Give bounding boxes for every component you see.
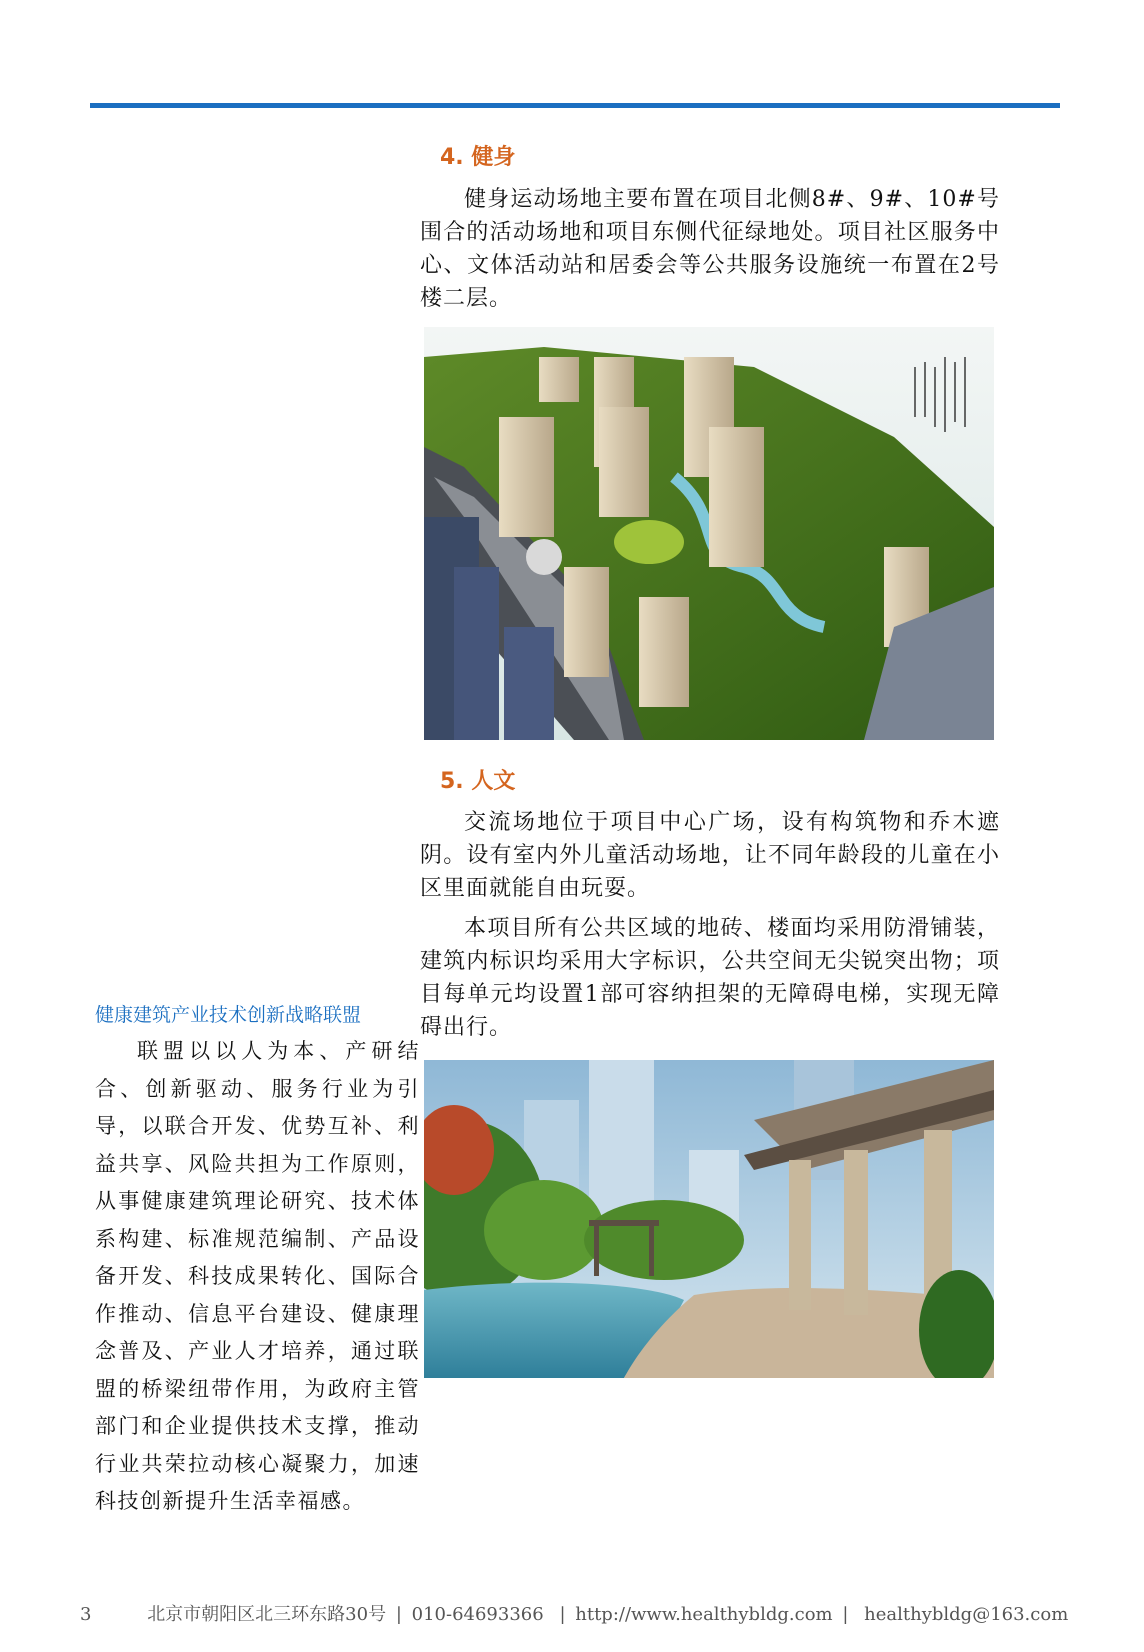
- section-4-heading: 4. 健身: [440, 145, 516, 170]
- section-5-paragraph-2: 本项目所有公共区域的地砖、楼面均采用防滑铺装，建筑内标识均采用大字标识，公共空间无尖锐突出物；项目每单元均设置1部可容纳担架的无障碍电梯，实现无障碍出行。: [420, 916, 1000, 1040]
- footer-address: 北京市朝阳区北三环东路30号: [147, 1604, 387, 1625]
- aerial-rendering-photo: [424, 327, 994, 740]
- sidebar-text: 联盟以以人为本、产研结合、创新驱动、服务行业为引导，以联合开发、优势互补、利益共享、风险共担为工作原则，从事健康建筑理论研究、技术体系构建、标准规范编制、产品设备开发、科技成果转化、国际合作推动、信息平台建设、健康理念普及、产业人才培养，通过联盟的桥梁纽带作用，为政府主管部门和企业提供技术支撑，推动行业共荣拉动核心凝聚力，加速科技创新提升生活幸福感。: [95, 1039, 420, 1513]
- section-5-heading: 5. 人文: [440, 769, 516, 794]
- section-4-paragraph: 健身运动场地主要布置在项目北侧8#、9#、10#号围合的活动场地和项目东侧代征绿地处。项目社区服务中心、文体活动站和居委会等公共服务设施统一布置在2号楼二层。: [420, 187, 1000, 311]
- footer-separator: |: [559, 1604, 566, 1625]
- top-rule: [90, 103, 1060, 108]
- footer-separator: |: [395, 1604, 402, 1625]
- sidebar-title: 健康建筑产业技术创新战略联盟: [95, 1004, 362, 1026]
- footer-phone: 010-64693366: [411, 1604, 544, 1625]
- footer-website-link[interactable]: http://www.healthybldg.com: [575, 1604, 833, 1625]
- page-number: 3: [80, 1604, 92, 1625]
- footer: [80, 1600, 1070, 1626]
- footer-email-link[interactable]: healthybldg@163.com: [864, 1604, 1069, 1625]
- section-5-paragraph-1: 交流场地位于项目中心广场，设有构筑物和乔木遮阴。设有室内外儿童活动场地，让不同年龄段的儿童在小区里面就能自由玩耍。: [420, 810, 1000, 901]
- footer-separator: |: [842, 1604, 849, 1625]
- garden-rendering-photo: [424, 1060, 994, 1378]
